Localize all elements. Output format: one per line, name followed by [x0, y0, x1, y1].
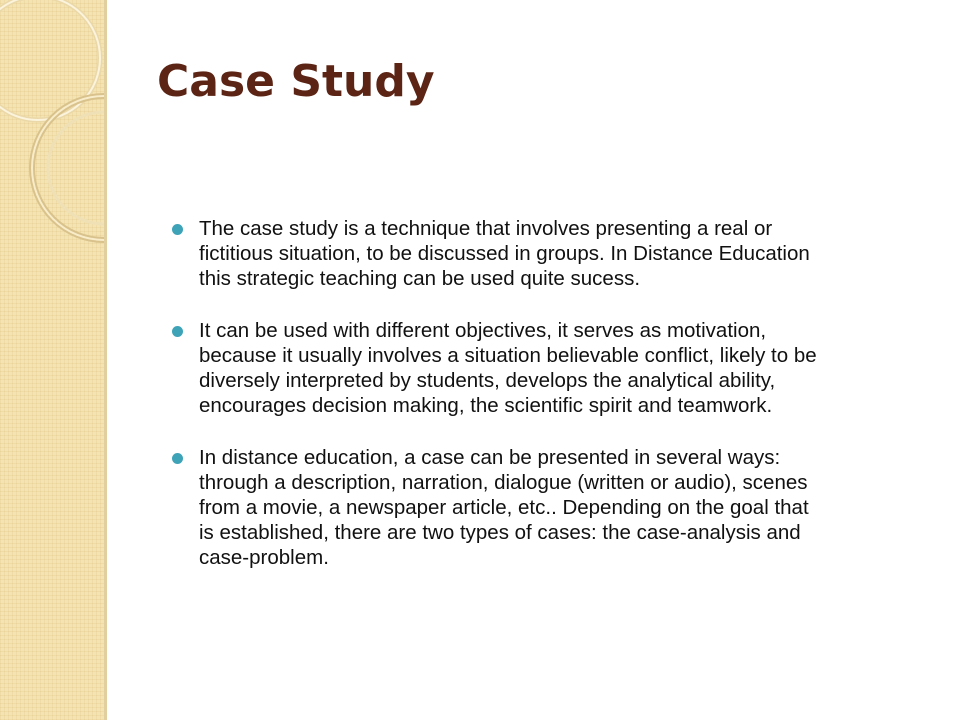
bullet-dot-icon: [172, 326, 183, 337]
bullet-text-line: because it usually involves a situation believable conflict, likely to be: [199, 344, 817, 367]
bullet-text-line: from a movie, a newspaper article, etc.. Depending on the goal that: [199, 496, 809, 519]
bullet-text-line: fictitious situation, to be discussed in groups. In Distance Education: [199, 242, 810, 265]
bullet-text-line: this strategic teaching can be used quite sucess.: [199, 267, 641, 290]
bullet-text-line: encourages decision making, the scientific spirit and teamwork.: [199, 394, 773, 417]
side-decorative-panel: [0, 0, 104, 720]
bullet-text-line: It can be used with different objectives, it serves as motivation,: [199, 319, 767, 342]
bullet-list: [172, 216, 932, 597]
bullet-item: [172, 216, 932, 291]
bullet-dot-icon: [172, 224, 183, 235]
bullet-text-line: The case study is a technique that involves presenting a real or: [199, 217, 773, 240]
bullet-text-line: case-problem.: [199, 546, 329, 569]
slide-title: Case Study: [157, 56, 435, 107]
bullet-text-line: is established, there are two types of cases: the case-analysis and: [199, 521, 801, 544]
bullet-text-line: In distance education, a case can be presented in several ways:: [199, 446, 781, 469]
bullet-item: [172, 445, 932, 570]
bullet-item: [172, 318, 932, 418]
concentric-circles-decoration: [0, 0, 104, 720]
bullet-dot-icon: [172, 453, 183, 464]
side-panel-border: [104, 0, 107, 720]
bullet-text-line: through a description, narration, dialogue (written or audio), scenes: [199, 471, 808, 494]
bullet-text-line: diversely interpreted by students, develops the analytical ability,: [199, 369, 776, 392]
